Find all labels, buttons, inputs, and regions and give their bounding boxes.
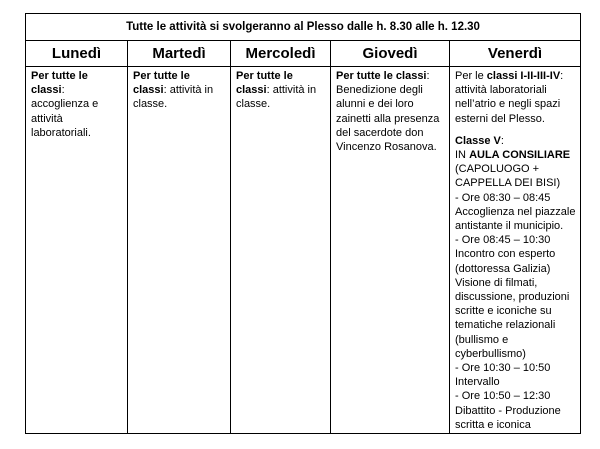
thursday-text: : Benedizione degli alunni e dei loro zainetti alla presenza del sacerdote don Vincenzo Rosanova. xyxy=(336,70,440,154)
monday-lead: Per tutte le classi xyxy=(31,70,88,97)
day-header-friday: Venerdì xyxy=(450,41,581,67)
day-header-tuesday: Martedì xyxy=(128,41,231,67)
day-header-thursday: Giovedì xyxy=(331,41,450,67)
tuesday-cell xyxy=(128,67,231,434)
friday-cell xyxy=(450,67,581,434)
friday-venue: IN AULA CONSILIARE xyxy=(455,149,571,162)
friday-slot-4-text: Dibattito - Produzione scritta e iconica xyxy=(455,404,561,431)
friday-slot-1-time: - Ore 08:30 – 08:45 xyxy=(455,191,551,204)
friday-slot-4-time: - Ore 10:50 – 12:30 xyxy=(455,390,551,403)
schedule-table xyxy=(25,13,581,434)
tuesday-lead: Per tutte le classi xyxy=(133,70,190,97)
wednesday-lead: Per tutte le classi xyxy=(236,70,293,97)
friday-slot-3-text: Intervallo xyxy=(455,376,500,389)
friday-class-5-heading: Classe V: xyxy=(455,134,504,147)
friday-slot-1-text: Accoglienza nel piazzale antistante il municipio. xyxy=(455,205,576,233)
day-header-monday: Lunedì xyxy=(26,41,128,67)
friday-slot-2-text: Incontro con esperto (dottoressa Galizia) Visione di filmati, discussione, produzioni scritte e iconiche su tematiche relazionali (bullismo e cyberbullismo) xyxy=(455,248,570,360)
monday-text: : accoglienza e attività laboratoriali. xyxy=(31,84,99,139)
friday-slot-2-time: - Ore 08:45 – 10:30 xyxy=(455,234,551,247)
friday-location: (CAPOLUOGO + CAPPELLA DEI BISI) xyxy=(455,163,561,190)
schedule-title: Tutte le attività si svolgeranno al Plesso dalle h. 8.30 alle h. 12.30 xyxy=(26,14,581,41)
monday-cell xyxy=(26,67,128,434)
friday-classes-1-4: Per le classi I-II-III-IV: attività laboratoriali nell’atrio e negli spazi esterni del Plesso. xyxy=(455,70,564,125)
day-header-wednesday: Mercoledì xyxy=(231,41,331,67)
wednesday-text: : attività in classe. xyxy=(236,84,317,111)
thursday-lead: Per tutte le classi xyxy=(336,70,427,82)
tuesday-text: : attività in classe. xyxy=(133,84,214,111)
friday-slot-3-time: - Ore 10:30 – 10:50 xyxy=(455,362,551,375)
wednesday-cell xyxy=(231,67,331,434)
thursday-cell xyxy=(331,67,450,434)
